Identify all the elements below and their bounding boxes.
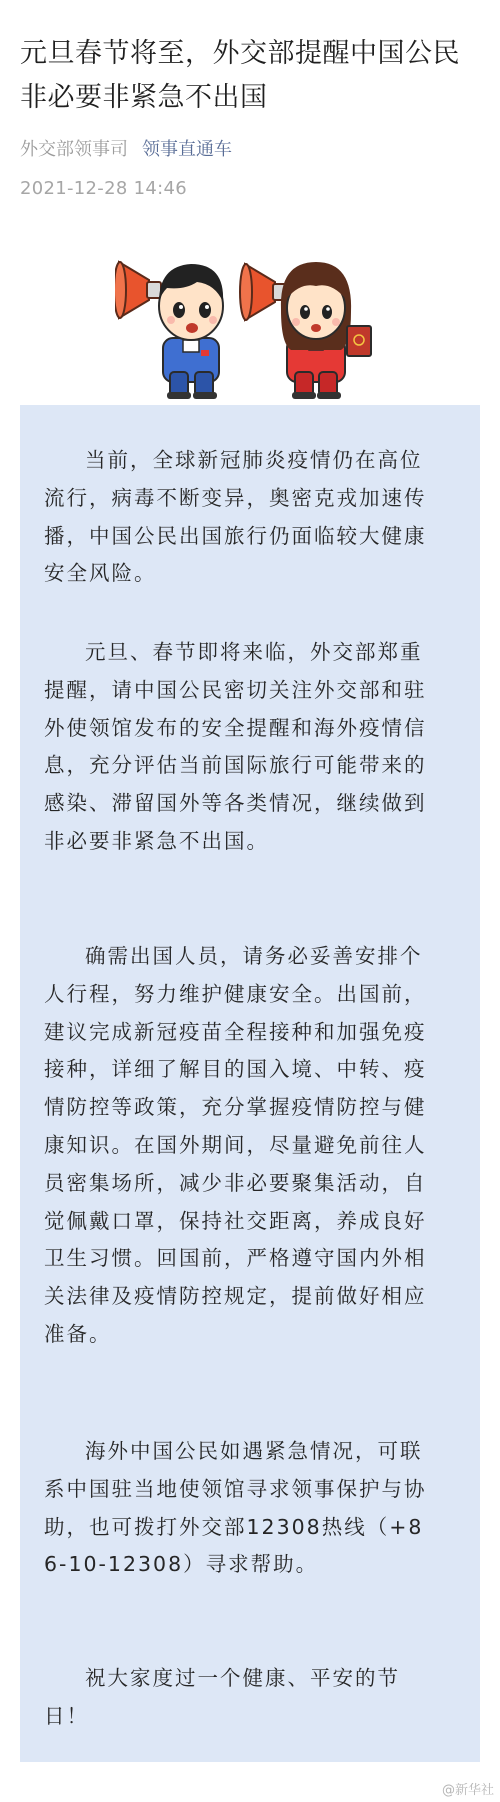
- boy-mascot-icon: [159, 264, 223, 399]
- notice-paragraph: 元旦、春节即将来临，外交部郑重提醒，请中国公民密切关注外交部和驻外使领馆发布的安全提醒和海外疫情信息，充分评估当前国际旅行可能带来的感染、滞留国外等各类情况，继续做到非必要非紧急不出国。: [44, 640, 427, 853]
- notice-paragraph: 确需出国人员，请务必妥善安排个人行程，努力维护健康安全。出国前，建议完成新冠疫苗全程接种和加强免疫接种，详细了解目的国入境、中转、疫情防控等政策，充分掌握疫情防控与健康知识。在国外期间，尽量避免前往人员密集场所，减少非必要聚集活动，自觉佩戴口罩，保持社交距离，养成良好卫生习惯。回国前，严格遵守国内外相关法律及疫情防控规定，提前做好相应准备。: [44, 944, 427, 1346]
- mascot-illustration: [115, 240, 385, 400]
- notice-paragraph: 祝大家度过一个健康、平安的节日！: [44, 1666, 400, 1728]
- article-title: 元旦春节将至，外交部提醒中国公民非必要非紧急不出国: [20, 38, 460, 113]
- megaphone-icon: [240, 264, 287, 320]
- passport-icon: [347, 326, 371, 356]
- account-link[interactable]: 领事直通车: [142, 139, 232, 160]
- publish-time: 2021-12-28 14:46: [20, 178, 188, 199]
- source-name: 外交部领事司: [20, 139, 128, 160]
- watermark: @新华社: [441, 1783, 494, 1798]
- article-meta: [20, 137, 232, 163]
- megaphone-icon: [115, 262, 161, 318]
- notice-paragraph: 当前，全球新冠肺炎疫情仍在高位流行，病毒不断变异，奥密克戎加速传播，中国公民出国旅行仍面临较大健康安全风险。: [44, 448, 427, 586]
- notice-paragraph: 海外中国公民如遇紧急情况，可联系中国驻当地使领馆寻求领事保护与协助，也可拨打外交部12308热线（+86-10-12308）寻求帮助。: [44, 1439, 427, 1577]
- girl-mascot-icon: [281, 262, 351, 399]
